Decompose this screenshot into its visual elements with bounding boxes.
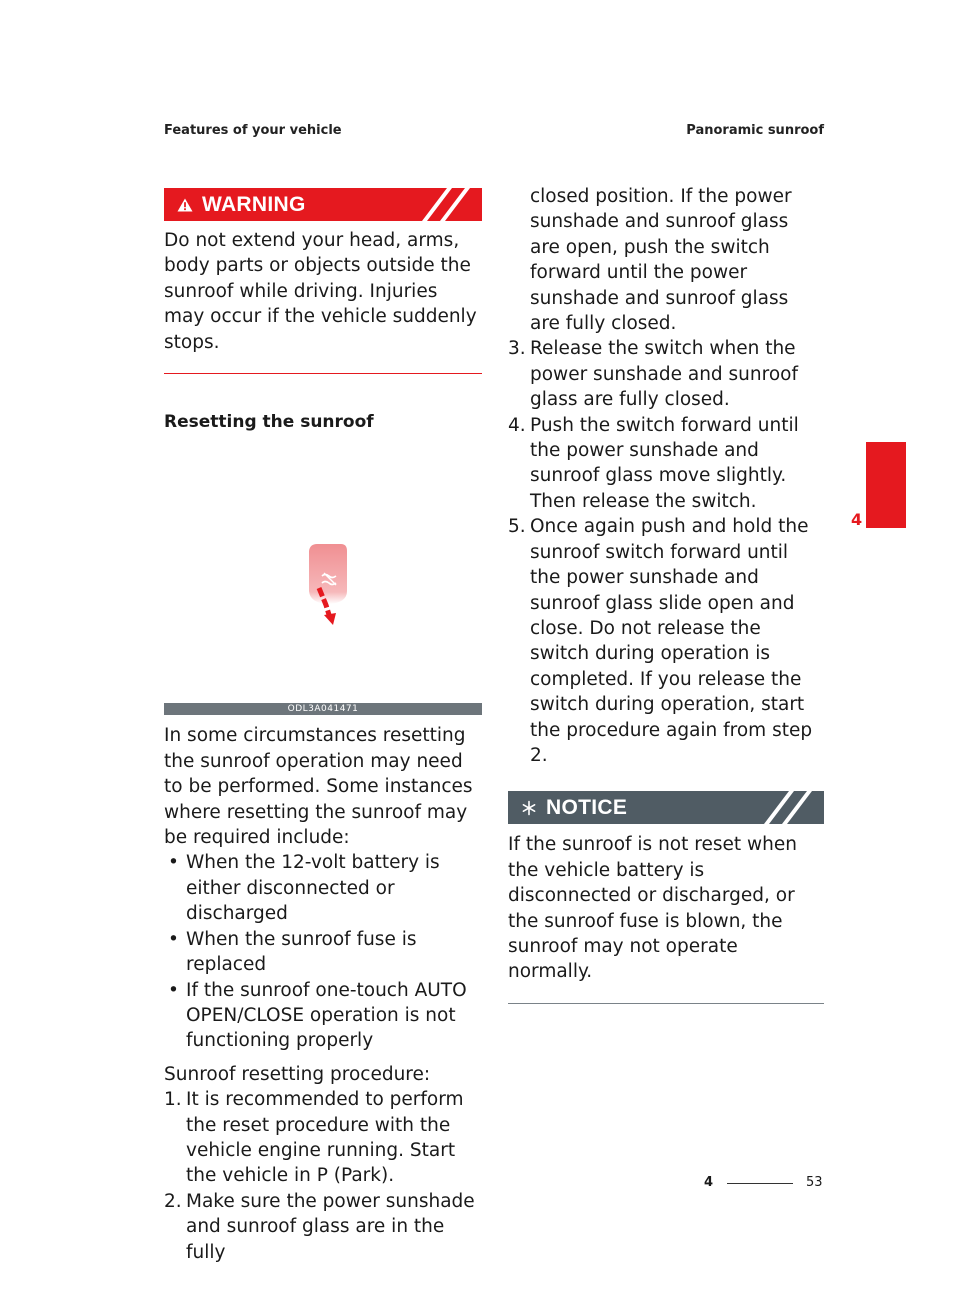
step-item: 4. Push the switch forward until the power sunshade and sunroof glass move slightly. Then release the switch. [508, 414, 799, 512]
step-continuation: closed position. If the power sunshade and sunroof glass are open, push the switch forward until the power sunshade and sunroof glass are fully closed. [530, 186, 792, 335]
banner-stripes [764, 791, 824, 824]
step-item: 3. Release the switch when the power sunshade and sunroof glass are fully closed. [508, 338, 798, 411]
figure-caption: ODL3A041471 [164, 703, 482, 715]
notice-label: NOTICE [546, 796, 628, 820]
notice-text: If the sunroof is not reset when the vehicle battery is disconnected or discharged, or the sunroof fuse is blown, the sunroof may not operate normally. [508, 834, 797, 983]
warning-divider [164, 373, 482, 374]
warning-triangle-icon [176, 198, 194, 212]
step-item: 5. Once again push and hold the sunroof switch forward until the power sunshade and sunroof glass slide open and close. Do not release the switch during operation is completed. If you release the switch during operation, start the procedure again from step 2. [508, 516, 813, 766]
chapter-side-tab [866, 442, 906, 528]
step-item: 2. Make sure the power sunshade and sunroof glass are in the fully [164, 1190, 475, 1263]
sunroof-switch-figure [164, 473, 482, 715]
bullet-list [164, 850, 482, 1053]
sunroof-switch-illustration [164, 473, 482, 703]
notice-divider [508, 1003, 824, 1004]
left-column [164, 188, 482, 1265]
running-header-section: Panoramic sunroof [686, 123, 824, 138]
footer-chapter-number: 4 [704, 1175, 714, 1190]
section-title: Resetting the sunroof [164, 412, 374, 433]
banner-stripes [422, 188, 482, 221]
footer-page-number: 53 [806, 1175, 823, 1190]
footer-divider [727, 1183, 793, 1184]
notice-banner [508, 791, 824, 824]
bullet-icon: • [168, 979, 179, 1001]
procedure-heading: Sunroof resetting procedure: [164, 1063, 431, 1085]
step-item: 1. It is recommended to perform the reset procedure with the vehicle engine running. Start the vehicle in P (Park). [164, 1089, 464, 1187]
bullet-icon: • [168, 852, 179, 874]
procedure-steps-left [164, 1087, 482, 1265]
chapter-side-number: 4 [851, 510, 863, 529]
bullet-icon: • [168, 928, 179, 950]
asterisk-icon [520, 800, 538, 816]
warning-banner [164, 188, 482, 221]
warning-label: WARNING [202, 192, 306, 216]
list-item: • When the sunroof fuse is replaced [168, 928, 417, 976]
right-column [508, 184, 824, 1004]
procedure-steps-right [508, 184, 824, 768]
list-item: • If the sunroof one-touch AUTO OPEN/CLOSE operation is not functioning properly [168, 979, 467, 1052]
list-item: • When the 12-volt battery is either disconnected or discharged [168, 852, 440, 925]
warning-text: Do not extend your head, arms, body parts or objects outside the sunroof while driving. Injuries may occur if the vehicle suddenly stops. [164, 230, 477, 353]
running-header-chapter: Features of your vehicle [164, 123, 342, 138]
intro-paragraph: In some circumstances resetting the sunroof operation may need to be performed. Some instances where resetting the sunroof may be required include: [164, 725, 473, 849]
